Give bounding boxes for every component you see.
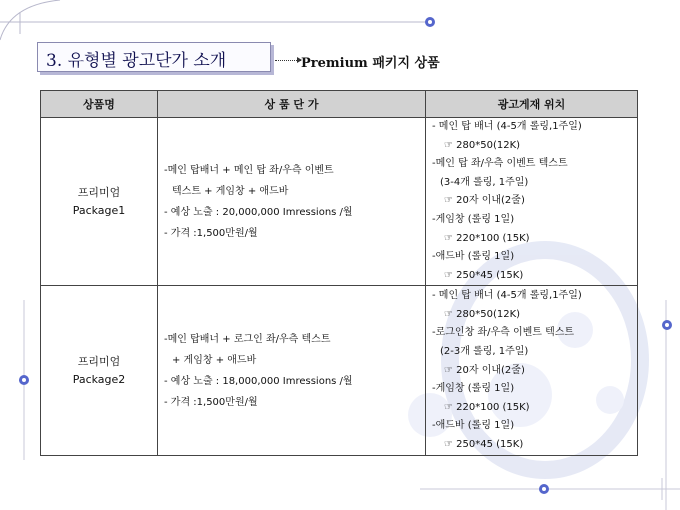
column-header-ad-position: 광고게재 위치 [426,91,638,118]
ornament-dot-left [19,375,29,385]
position-line: ☞ 220*100 (15K) [444,232,530,244]
price-line: - 예상 노출 : 18,000,000 Imressions /월 [164,375,353,387]
column-header-product-name: 상품명 [41,91,158,118]
position-line: -애드바 (롤링 1일) [432,420,515,432]
table-header-row [41,91,638,118]
price-line: - 예상 노출 : 20,000,000 Imressions /월 [164,206,353,218]
position-line: -메인 탑 좌/우측 이벤트 텍스트 [432,158,568,170]
position-line: - 메인 탑 배너 (4-5개 롤링,1주일) [432,290,582,302]
position-line: ☞ 280*50(12K) [444,139,521,151]
ad-position-cell [426,286,638,456]
position-line: (3-4개 롤링, 1주일) [440,176,529,188]
product-name-cell [41,118,158,286]
price-line: - 가격 :1,500만원/월 [164,227,258,239]
position-line: (2-3개 롤링, 1주일) [440,345,529,357]
position-line: - 메인 탑 배너 (4-5개 롤링,1주일) [432,121,582,132]
ornament-dot-right [662,320,672,330]
product-name: 프리미엄 [77,185,121,199]
subtitle: Premium 패키지 상품 [301,56,440,71]
corner-curve-top-left [0,0,60,40]
package-name: Package1 [72,203,126,217]
position-line: ☞ 220*100 (15K) [444,401,530,413]
ornament-dot-bottom [539,484,549,494]
position-line: -게임창 (롤링 1일) [432,383,515,395]
price-line: + 게임창 + 애드바 [172,354,257,366]
section-title: 3. 유형별 광고단가 소개 [46,51,227,71]
table-row [41,118,638,286]
position-line: ☞ 250*45 (15K) [444,438,524,450]
ad-position-cell [426,118,638,286]
unit-price-cell [158,118,426,286]
table-row [41,286,638,456]
position-line: ☞ 250*45 (15K) [444,269,524,281]
pricing-table [40,90,638,456]
package-name: Package2 [72,372,126,386]
price-line: 텍스트 + 게임창 + 애드바 [172,185,289,197]
position-line: -로그인창 좌/우측 이벤트 텍스트 [432,327,575,339]
position-line: ☞ 280*50(12K) [444,308,521,320]
section-title-box [37,42,271,72]
column-header-unit-price: 상 품 단 가 [158,91,426,118]
position-line: -게임창 (롤링 1일) [432,213,515,225]
product-name-cell [41,286,158,456]
price-line: -메인 탑배너 + 메인 탑 좌/우측 이벤트 [164,164,334,176]
position-line: -애드바 (롤링 1일) [432,251,515,263]
position-line: ☞ 20자 이내(2줄) [444,364,525,376]
price-line: -메인 탑배너 + 로그인 좌/우측 텍스트 [164,333,331,345]
unit-price-cell [158,286,426,456]
price-line: - 가격 :1,500만원/월 [164,396,258,408]
ornament-dot-top [425,17,435,27]
position-line: ☞ 20자 이내(2줄) [444,195,525,207]
product-name: 프리미엄 [77,354,121,368]
